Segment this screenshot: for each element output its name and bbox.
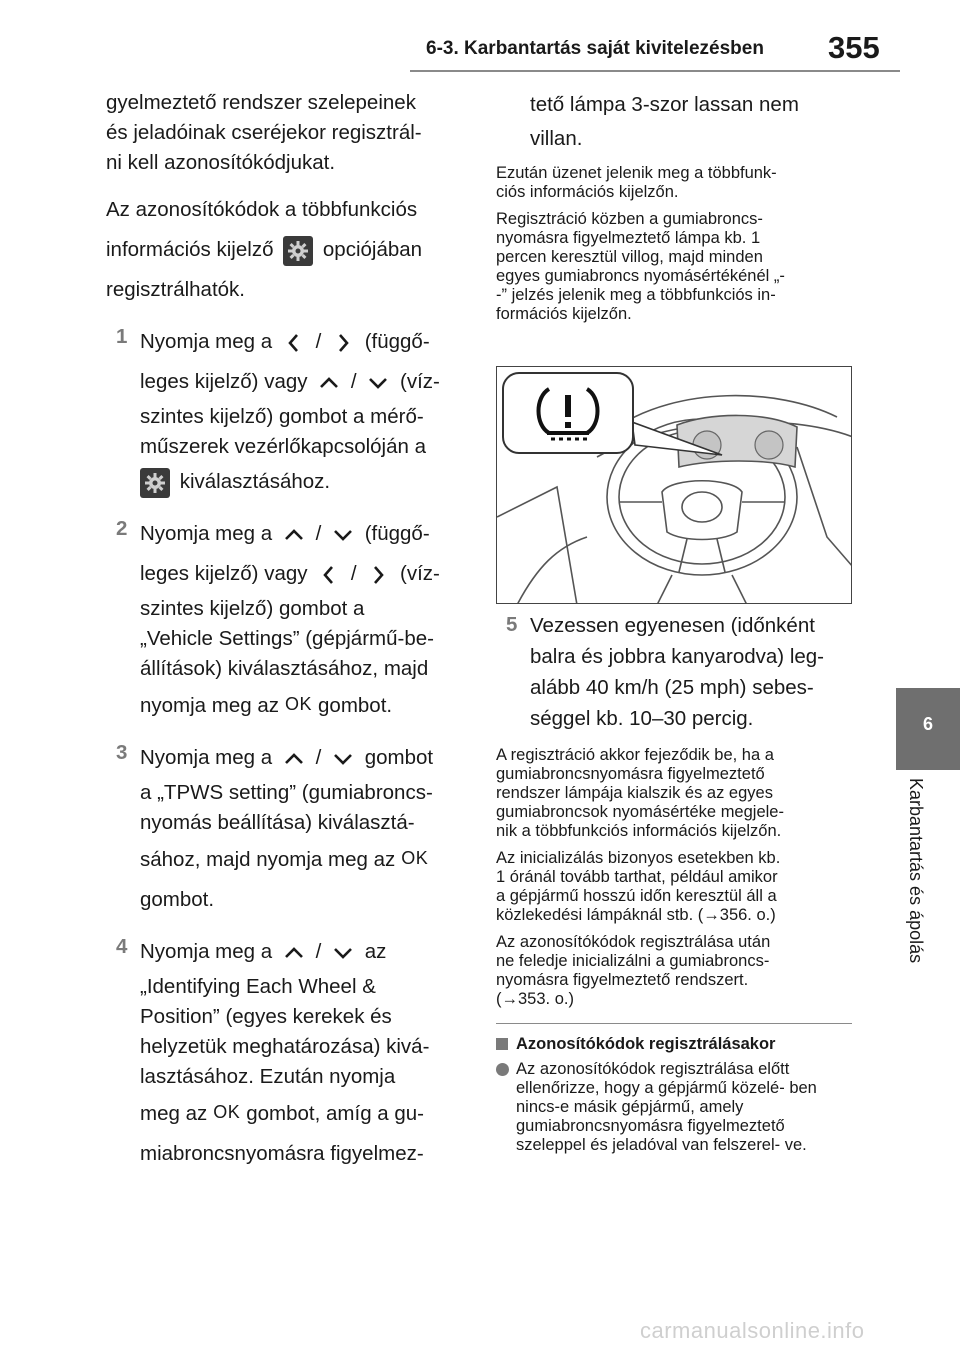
page-number: 355 <box>828 30 880 65</box>
side-tab <box>896 688 960 770</box>
text-fragment: gombot. <box>318 694 393 717</box>
chevron-left-icon <box>282 333 306 353</box>
step-number: 1 <box>116 325 128 348</box>
text-line: séggel kb. 10–30 percig. <box>530 707 754 730</box>
text-fragment: (függő- <box>364 330 430 353</box>
text-line: rendszer lámpája kialszik és az egyes <box>496 784 773 802</box>
text-line: Regisztráció közben a gumiabroncs- <box>496 210 763 228</box>
blinking-note <box>496 210 852 324</box>
text-line: nik a többfunkciós információs kijelzőn. <box>496 822 782 840</box>
text-fragment: (víz- <box>400 562 440 585</box>
text-line: miabroncsnyomásra figyelmez- <box>140 1142 424 1165</box>
gear-icon <box>140 468 170 498</box>
slash: / <box>315 330 322 353</box>
header-title: 6-3. Karbantartás saját kivitelezésben <box>426 38 764 59</box>
text-line: regisztrálhatók. <box>106 278 246 301</box>
text-line: (→353. o.) <box>496 990 574 1008</box>
ok-button-symbol: OK <box>213 1102 241 1122</box>
slash: / <box>315 746 322 769</box>
square-bullet-icon <box>496 1038 508 1050</box>
text-line: formációs kijelzőn. <box>496 305 632 323</box>
text-fragment: opciójában <box>322 238 423 261</box>
text-line: ni kell azonosítókódjukat. <box>106 151 336 174</box>
text-fragment: (függő- <box>364 522 430 545</box>
text-line: állítások) kiválasztásához, majd <box>140 657 429 680</box>
text-line: villan. <box>530 127 583 150</box>
text-line: nyomás beállítása) kiválasztá- <box>140 811 415 834</box>
step-5 <box>496 610 852 734</box>
chevron-down-icon <box>366 373 390 393</box>
text-line: Vezessen egyenesen (időnként <box>530 614 815 637</box>
step-number: 3 <box>116 741 128 764</box>
text-line: A regisztráció akkor fejeződik be, ha a <box>496 746 774 764</box>
text-line: gyelmeztető rendszer szelepeinek <box>106 91 416 114</box>
text-line: ciós információs kijelzőn. <box>496 183 679 201</box>
right-column-top <box>496 88 852 332</box>
text-fragment: gombot <box>364 746 434 769</box>
text-line <box>140 838 466 880</box>
text-line: -” jelzés jelenik meg a többfunkciós in- <box>496 286 776 304</box>
text-fragment: meg az <box>140 1102 208 1125</box>
text-line: 1 óránál tovább tarthat, például amikor <box>496 868 778 886</box>
register-paragraph <box>106 190 466 310</box>
header-rule <box>410 70 900 72</box>
text-fragment: Nyomja meg a <box>140 522 273 545</box>
section-heading <box>496 1034 852 1054</box>
text-line <box>140 362 466 402</box>
step-number: 2 <box>116 517 128 540</box>
text-line: nyomásra figyelmeztető rendszert. <box>496 971 749 989</box>
step-2 <box>106 514 466 726</box>
step-1 <box>106 322 466 502</box>
circle-bullet-icon <box>496 1063 509 1076</box>
chevron-up-icon <box>282 525 306 545</box>
right-column-bottom <box>496 610 852 1155</box>
text-line: egyes gumiabroncs nyomásértékénél „- <box>496 267 785 285</box>
initialization-note <box>496 849 852 925</box>
text-fragment: leges kijelző) vagy <box>140 370 308 393</box>
text-line: műszerek vezérlőkapcsolóján a <box>140 435 426 458</box>
text-line: Position” (egyes kerekek és <box>140 1005 392 1028</box>
text-fragment: információs kijelző <box>106 238 274 261</box>
intro-paragraph <box>106 88 466 178</box>
chevron-down-icon <box>331 525 355 545</box>
text-line: közlekedési lámpáknál stb. (→356. o.) <box>496 906 776 924</box>
after-registration-note <box>496 933 852 1009</box>
text-fragment: az <box>364 940 387 963</box>
text-line <box>140 684 466 726</box>
text-line <box>140 514 466 554</box>
text-fragment: sához, majd nyomja meg az <box>140 848 396 871</box>
text-line: „Identifying Each Wheel & <box>140 975 376 998</box>
text-line <box>106 230 466 270</box>
text-fragment: leges kijelző) vagy <box>140 562 308 585</box>
side-tab-number: 6 <box>922 714 933 734</box>
text-fragment: Nyomja meg a <box>140 940 273 963</box>
chevron-up-icon <box>317 373 341 393</box>
message-note <box>496 164 852 202</box>
text-line: gumiabroncsok nyomásértéke megjele- <box>496 803 784 821</box>
chevron-down-icon <box>331 943 355 963</box>
text-line: alább 40 km/h (25 mph) sebes- <box>530 676 814 699</box>
step-3 <box>106 738 466 920</box>
text-line: Az azonosítókódok a többfunkciós <box>106 198 418 221</box>
text-line: ellenőrizze, hogy a gépjármű közelé- <box>516 1079 785 1097</box>
text-line: szintes kijelző) gombot a <box>140 597 365 620</box>
text-line <box>140 462 466 502</box>
side-tab-label-text: Karbantartás és ápolás <box>906 778 926 964</box>
slash: / <box>350 562 357 585</box>
step-number: 4 <box>116 935 128 958</box>
text-line: gumiabroncsnyomásra figyelmeztető <box>516 1117 785 1135</box>
text-line <box>140 1092 466 1134</box>
text-line: Az azonosítókódok regisztrálása előtt <box>516 1060 790 1078</box>
chevron-left-icon <box>317 565 341 585</box>
text-line: „Vehicle Settings” (gépjármű-be- <box>140 627 434 650</box>
bullet-item <box>496 1060 852 1155</box>
text-fragment: (víz- <box>400 370 440 393</box>
step-4 <box>106 932 466 1174</box>
step-4-continuation <box>496 88 852 156</box>
text-line: lasztásához. Ezután nyomja <box>140 1065 396 1088</box>
step-number: 5 <box>506 613 518 636</box>
text-line: és jeladóinak cseréjekor regisztrál- <box>106 121 422 144</box>
text-line: szeleppel és jeladóval van felszerel- <box>516 1136 781 1154</box>
text-line: helyzetük meghatározása) kivá- <box>140 1035 430 1058</box>
watermark: carmanualsonline.info <box>640 1318 865 1343</box>
text-line <box>140 932 466 972</box>
slash: / <box>350 370 357 393</box>
left-column <box>106 88 466 1186</box>
dashboard-drawing <box>497 367 852 604</box>
slash: / <box>315 522 322 545</box>
chevron-up-icon <box>282 943 306 963</box>
text-line: ve. <box>784 1136 807 1154</box>
text-fragment: kiválasztásához. <box>179 470 331 493</box>
chevron-right-icon <box>366 565 390 585</box>
text-line: gombot. <box>140 888 215 911</box>
text-fragment: Nyomja meg a <box>140 746 273 769</box>
ok-button-symbol: OK <box>401 848 429 868</box>
dashboard-illustration <box>496 366 852 604</box>
slash: / <box>315 940 322 963</box>
text-line <box>140 322 466 362</box>
ok-button-symbol: OK <box>285 694 313 714</box>
text-line: szintes kijelző) gombot a mérő- <box>140 405 424 428</box>
chevron-down-icon <box>331 749 355 769</box>
text-line: ne feledje inicializálni a gumiabroncs- <box>496 952 770 970</box>
text-line: percen keresztül villog, majd minden <box>496 248 763 266</box>
text-line <box>140 554 466 594</box>
completion-note <box>496 746 852 841</box>
section-heading-text: Azonosítókódok regisztrálásakor <box>516 1035 776 1053</box>
text-line: Ezután üzenet jelenik meg a többfunk- <box>496 164 777 182</box>
text-line: Az azonosítókódok regisztrálása után <box>496 933 771 951</box>
side-tab-label <box>906 778 942 1018</box>
text-line: tető lámpa 3-szor lassan nem <box>530 93 799 116</box>
text-line: nyomásra figyelmeztető lámpa kb. 1 <box>496 229 761 247</box>
text-fragment: Nyomja meg a <box>140 330 273 353</box>
text-line: balra és jobbra kanyarodva) leg- <box>530 645 824 668</box>
text-fragment: gombot, amíg a gu- <box>246 1102 425 1125</box>
text-line: a gépjármű hosszú időn keresztül áll a <box>496 887 777 905</box>
text-fragment: nyomja meg az <box>140 694 280 717</box>
text-line: gumiabroncsnyomásra figyelmeztető <box>496 765 765 783</box>
chevron-up-icon <box>282 749 306 769</box>
text-line <box>140 738 466 778</box>
text-line: Az inicializálás bizonyos esetekben kb. <box>496 849 781 867</box>
text-line: ben nincs-e másik gépjármű, amely <box>516 1079 817 1116</box>
section-divider <box>496 1023 852 1024</box>
gear-icon <box>283 236 313 266</box>
chevron-right-icon <box>331 333 355 353</box>
text-line: a „TPWS setting” (gumiabroncs- <box>140 781 433 804</box>
